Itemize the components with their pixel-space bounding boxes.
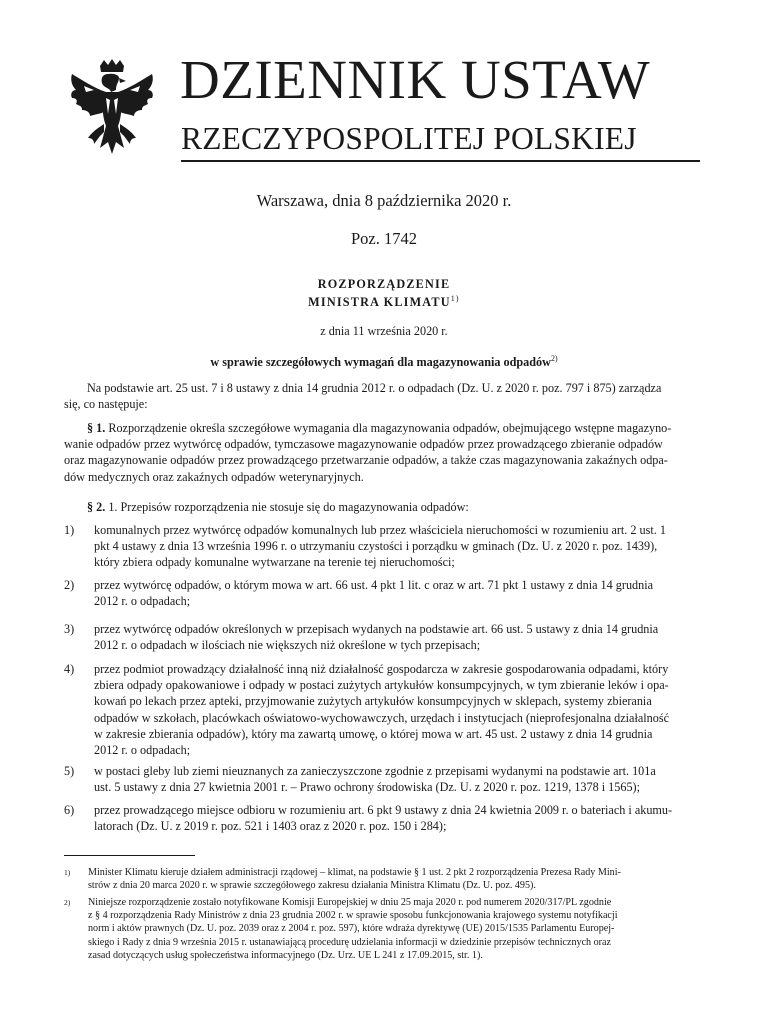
footnote-line: strów z dnia 20 marca 2020 r. w sprawie szczegółowego zakresu działania Ministra Klimatu (Dz. U. poz. 495). (88, 880, 536, 892)
list-item-number: 6) (64, 803, 75, 817)
list-item-number: 3) (64, 622, 75, 636)
paragraph-1-line: oraz magazynowanie odpadów przez prowadzącego przetwarzanie odpadów, a także czas magazynowania zakaźnych odpa- (64, 453, 668, 468)
list-item-line: 2012 r. o odpadach; (94, 743, 191, 758)
header-divider (181, 160, 700, 162)
paragraph-1 (64, 420, 704, 485)
list-item-line: w zakresie zbierania odpadów), który ma zawartą umowę, o której mowa w art. 45 ust. 2 ustawy z dnia 14 grudnia (94, 726, 653, 741)
list-item-line: 2012 r. o odpadach w ilościach nie większych niż określone w tych przepisach; (94, 638, 481, 653)
list-item-line: przez wytwórcę odpadów, o którym mowa w art. 66 ust. 4 pkt 1 lit. c oraz w art. 71 pkt 1 ustawy z dnia 14 grudnia (94, 578, 654, 592)
list-item-line: odpadów w szkołach, placówkach oświatowo-wychowawczych, urzędach i instytucjach (nieprofesjonalna działalność (94, 710, 669, 725)
preamble-line: się, co następuje: (64, 397, 148, 412)
footnote-ref-1: 1) (450, 294, 460, 303)
paragraph-1-text: Rozporządzenie określa szczegółowe wymagania dla magazynowania odpadów, obejmującego wstępne magazyno- (108, 421, 672, 435)
list-item-line: komunalnych przez wytwórcę odpadów komunalnych lub przez właściciela nieruchomości w rozumieniu art. 2 ust. 1 (94, 523, 666, 537)
footnote-line: zasad dotyczących usług społeczeństwa informacyjnego (Dz. Urz. UE L 241 z 17.09.2015, str. 1). (88, 949, 483, 961)
list-item-line: pkt 4 ustawy z dnia 13 września 1996 r. o utrzymaniu czystości i porządku w gminach (Dz. U. z 2020 r. poz. 1439), (94, 539, 658, 554)
list-item-line: latorach (Dz. U. z 2019 r. poz. 521 i 1403 oraz z 2020 r. poz. 150 i 284); (94, 819, 447, 834)
footnote-line: Niniejsze rozporządzenie zostało notyfikowane Komisji Europejskiej w dniu 25 maja 2020 r. pod numerem 2020/317/PL zgodnie (88, 897, 612, 908)
act-authority (0, 294, 768, 310)
list-item-number: 5) (64, 764, 75, 778)
white-eagle-emblem-icon (64, 58, 160, 162)
journal-subtitle: RZECZYPOSPOLITEJ POLSKIEJ (181, 121, 637, 156)
act-subject-text: w sprawie szczegółowych wymagań dla magazynowania odpadów (210, 355, 551, 369)
list-item-line: przez prowadzącego miejsce odbioru w rozumieniu art. 6 pkt 9 ustawy z dnia 24 kwietnia 2009 r. o bateriach i akumu- (94, 803, 673, 817)
paragraph-1-line (64, 420, 704, 436)
footnote-number: 2) (64, 898, 71, 907)
paragraph-2 (64, 499, 704, 515)
list-item-line: przez wytwórcę odpadów określonych w przepisach wydanych na podstawie art. 66 ust. 5 ustawy z dnia 14 grudnia (94, 622, 659, 636)
list-item-line: który zbiera odpady komunalne wytwarzane na terenie tej nieruchomości; (94, 555, 455, 570)
footnote-line: norm i aktów prawnych (Dz. U. poz. 2039 oraz z 2004 r. poz. 597), które wdraża dyrektywę (UE) 2015/1535 Parlamentu Europej- (88, 923, 615, 935)
paragraph-2-label: § 2. (87, 500, 106, 514)
list-item-number: 2) (64, 578, 75, 592)
list-item-line: ust. 5 ustawy z dnia 27 kwietnia 2001 r. – Prawo ochrony środowiska (Dz. U. z 2020 r. poz. 1219, 1378 i 1565); (94, 780, 640, 795)
act-subject (0, 354, 768, 370)
footnote-ref-2: 2) (550, 354, 558, 363)
act-type: ROZPORZĄDZENIE (317, 277, 451, 291)
preamble-line: Na podstawie art. 25 ust. 7 i 8 ustawy z dnia 14 grudnia 2012 r. o odpadach (Dz. U. z 2020 r. poz. 797 i 875) zarządza (87, 381, 662, 395)
list-item-line: 2012 r. o odpadach; (94, 594, 191, 609)
footnote-number: 1) (64, 868, 71, 877)
list-item-number: 1) (64, 523, 75, 537)
footnote-line: z § 4 rozporządzenia Rady Ministrów z dnia 23 grudnia 2002 r. w sprawie sposobu funkcjonowania krajowego systemu notyfikacji (88, 910, 618, 922)
footnote-line: skiego i Rady z dnia 9 września 2015 r. ustanawiającą procedurę udzielania informacji w dziedzinie przepisów technicznych oraz (88, 936, 611, 948)
paragraph-1-line: dów medycznych oraz zakaźnych odpadów weterynaryjnych. (64, 469, 364, 484)
journal-title: DZIENNIK USTAW (180, 49, 651, 110)
list-item-line: kowań po lekach przez apteki, przyjmowanie zużytych artykułów konsumpcyjnych w sklepach, systemy zbierania (94, 694, 652, 709)
list-item-number: 4) (64, 662, 75, 676)
footnote-divider (64, 855, 195, 856)
publication-dateline: Warszawa, dnia 8 października 2020 r. (256, 191, 512, 210)
list-item-line: zbiera odpady opakowaniowe i odpady w postaci zużytych artykułów konsumpcyjnych, w tym zbieranie leków i opa- (94, 678, 669, 693)
paragraph-1-label: § 1. (87, 421, 106, 435)
paragraph-2-line (64, 499, 704, 515)
list-item-line: w postaci gleby lub ziemi nieuznanych za zanieczyszczone zgodnie z przepisami wydanymi na podstawie art. 101a (94, 764, 656, 778)
preamble (64, 380, 704, 412)
position-number: Poz. 1742 (351, 229, 417, 248)
footnote-line: Minister Klimatu kieruje działem administracji rządowej – klimat, na podstawie § 1 ust. 2 pkt 2 rozporządzenia Prezesa Rady Mini- (88, 867, 621, 878)
act-date: z dnia 11 września 2020 r. (320, 324, 448, 338)
list-item-line: przez podmiot prowadzący działalność inną niż działalność gospodarcza w zakresie gospodarowania odpadami, który (94, 662, 669, 676)
paragraph-1-line: wanie odpadów przez wytwórcę odpadów, tymczasowe magazynowanie odpadów przez prowadzącego zbieranie odpadów (64, 437, 663, 452)
act-authority-text: MINISTRA KLIMATU (308, 295, 451, 309)
paragraph-2-intro: 1. Przepisów rozporządzenia nie stosuje się do magazynowania odpadów: (108, 500, 469, 514)
